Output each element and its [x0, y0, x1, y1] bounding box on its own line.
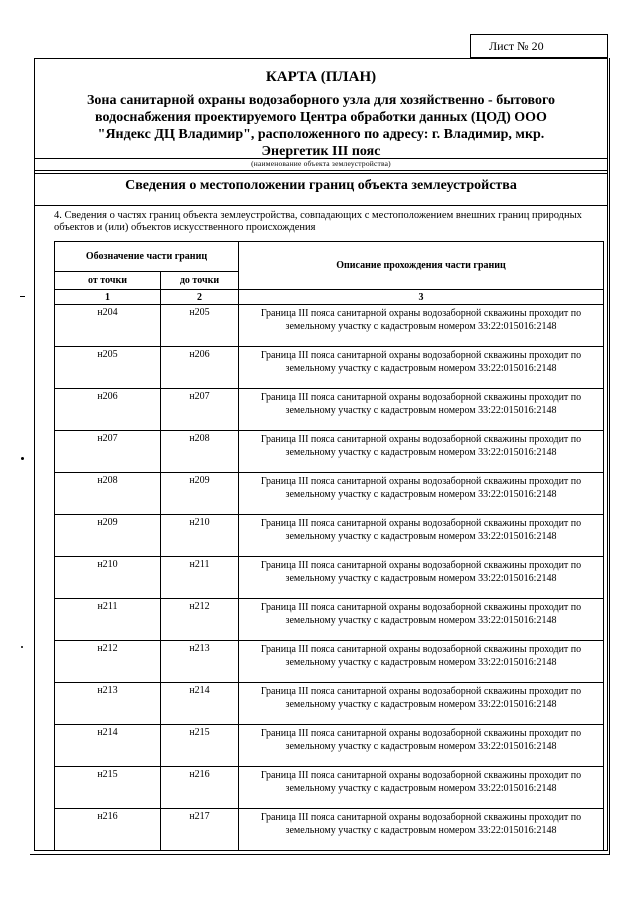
to-point: н214: [161, 683, 239, 725]
header-from-point: от точки: [55, 272, 161, 290]
from-point: н208: [55, 473, 161, 515]
boundary-description: Граница III пояса санитарной охраны водозаборной скважины проходит по земельному участку с кадастровым номером 33:22:015016:2148: [239, 347, 604, 389]
table-row: [55, 767, 604, 809]
boundary-description: Граница III пояса санитарной охраны водозаборной скважины проходит по земельному участку с кадастровым номером 33:22:015016:2148: [239, 305, 604, 347]
to-point: н210: [161, 515, 239, 557]
scan-mark: [21, 646, 23, 648]
column-number-3: 3: [239, 290, 604, 305]
object-name: Зона санитарной охраны водозаборного узла для хозяйственно - бытового водоснабжения проектируемого Центра обработки данных (ЦОД) ООО "Яндекс ДЦ Владимир", расположенного по адресу: г. Владимир, мкр. Энергетик III пояс: [87, 93, 555, 159]
table-row: [55, 389, 604, 431]
to-point: н205: [161, 305, 239, 347]
from-point: н213: [55, 683, 161, 725]
column-number-1: 1: [55, 290, 161, 305]
boundary-description: Граница III пояса санитарной охраны водозаборной скважины проходит по земельному участку с кадастровым номером 33:22:015016:2148: [239, 557, 604, 599]
table-row: [55, 683, 604, 725]
from-point: н210: [55, 557, 161, 599]
table-row: [55, 305, 604, 347]
boundary-description: Граница III пояса санитарной охраны водозаборной скважины проходит по земельному участку с кадастровым номером 33:22:015016:2148: [239, 809, 604, 851]
boundary-parts-table: [54, 241, 604, 851]
from-point: н207: [55, 431, 161, 473]
title-block: [34, 58, 608, 160]
header-to-point: до точки: [161, 272, 239, 290]
scan-mark: [21, 457, 24, 460]
table-row: [55, 557, 604, 599]
to-point: н208: [161, 431, 239, 473]
from-point: н212: [55, 641, 161, 683]
boundary-description: Граница III пояса санитарной охраны водозаборной скважины проходит по земельному участку с кадастровым номером 33:22:015016:2148: [239, 767, 604, 809]
boundary-description: Граница III пояса санитарной охраны водозаборной скважины проходит по земельному участку с кадастровым номером 33:22:015016:2148: [239, 515, 604, 557]
to-point: н211: [161, 557, 239, 599]
table-row: [55, 809, 604, 851]
table-row: [55, 347, 604, 389]
from-point: н214: [55, 725, 161, 767]
section-divider-top-double: [34, 173, 608, 174]
sheet-number-box: [470, 34, 608, 58]
from-point: н216: [55, 809, 161, 851]
object-name-caption: (наименование объекта землеустройства): [251, 159, 391, 168]
table-row: [55, 599, 604, 641]
from-point: н215: [55, 767, 161, 809]
to-point: н206: [161, 347, 239, 389]
boundary-description: Граница III пояса санитарной охраны водозаборной скважины проходит по земельному участку с кадастровым номером 33:22:015016:2148: [239, 473, 604, 515]
to-point: н207: [161, 389, 239, 431]
section-note: 4. Сведения о частях границ объекта землеустройства, совпадающих с местоположением внешних границ природных объектов и (или) объектов искусственного происхождения: [54, 210, 582, 233]
from-point: н204: [55, 305, 161, 347]
to-point: н217: [161, 809, 239, 851]
header-description: Описание прохождения части границ: [239, 242, 604, 290]
from-point: н205: [55, 347, 161, 389]
table-row: [55, 431, 604, 473]
table-row: [55, 641, 604, 683]
from-point: н209: [55, 515, 161, 557]
from-point: н206: [55, 389, 161, 431]
table-row: [55, 473, 604, 515]
boundary-description: Граница III пояса санитарной охраны водозаборной скважины проходит по земельному участку с кадастровым номером 33:22:015016:2148: [239, 683, 604, 725]
section-title: Сведения о местоположении границ объекта землеустройства: [125, 178, 517, 193]
section-divider-bottom: [34, 205, 608, 206]
boundary-description: Граница III пояса санитарной охраны водозаборной скважины проходит по земельному участку с кадастровым номером 33:22:015016:2148: [239, 725, 604, 767]
to-point: н216: [161, 767, 239, 809]
from-point: н211: [55, 599, 161, 641]
to-point: н209: [161, 473, 239, 515]
table-row: [55, 725, 604, 767]
boundary-description: Граница III пояса санитарной охраны водозаборной скважины проходит по земельному участку с кадастровым номером 33:22:015016:2148: [239, 431, 604, 473]
scan-mark: [20, 296, 25, 297]
to-point: н212: [161, 599, 239, 641]
column-number-2: 2: [161, 290, 239, 305]
boundary-description: Граница III пояса санитарной охраны водозаборной скважины проходит по земельному участку с кадастровым номером 33:22:015016:2148: [239, 599, 604, 641]
page-title: КАРТА (ПЛАН): [265, 69, 377, 85]
sheet-number: Лист № 20: [489, 39, 544, 53]
table-row: [55, 515, 604, 557]
to-point: н213: [161, 641, 239, 683]
header-boundary-designation: Обозначение части границ: [55, 242, 239, 272]
boundary-description: Граница III пояса санитарной охраны водозаборной скважины проходит по земельному участку с кадастровым номером 33:22:015016:2148: [239, 641, 604, 683]
boundary-description: Граница III пояса санитарной охраны водозаборной скважины проходит по земельному участку с кадастровым номером 33:22:015016:2148: [239, 389, 604, 431]
to-point: н215: [161, 725, 239, 767]
section-divider-top: [34, 170, 608, 171]
